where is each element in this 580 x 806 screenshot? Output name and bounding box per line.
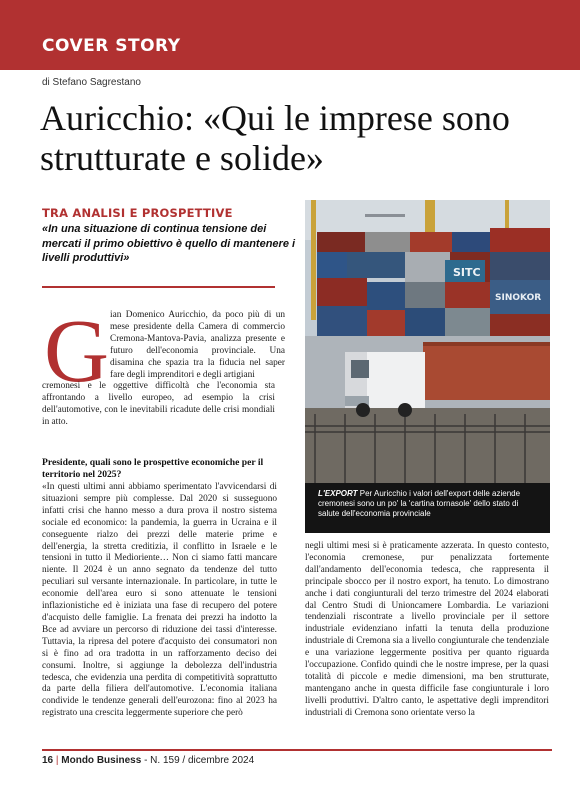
caption-lead: L'EXPORT <box>318 489 358 498</box>
answer-text-right: negli ultimi mesi si è praticamente azzerata. In questo contesto, l'economia cremonese, pur penalizzata fortemente dall'andamento dell'economia tedesca, che rappresenta il principale sbocco per il nostro export, ha tenuto. Lo dimostrano anche i dati congiunturali del terzo trimestre del 2024 elaborati dal Centro Studi di Unioncamere Lombardia. Le variazioni tendenziali riscontrate a livello provinciale per il settore industriale evidenziano infatti la tenuta della produzione industriale di Cremona sia a livello congiunturale che tendenziale e una variazione leggermente positiva per quanto riguarda l'occupazione. Confido quindi che le nostre imprese, per la quasi totalità di piccole e medie dimensioni, ma ben strutturate, mantengano anche in questa difficile fase congiunturale i loro livelli produttivi. D'altro canto, le aspettative degli imprenditori industriali di Cremona sono orientate verso la <box>305 541 549 718</box>
issue-info: - N. 159 / dicembre 2024 <box>141 755 255 766</box>
container-port-illustration <box>305 200 550 483</box>
header-bar <box>0 0 580 70</box>
page-number: 16 <box>42 755 54 766</box>
container-label-sinokor: SINOKOR <box>495 293 542 303</box>
caption-text: Per Auricchio i valori dell'export delle aziende cremonesi sono un po' la 'cartina tornasole' dello stato di salute dell'economia provinciale <box>318 489 521 518</box>
interview-question: Presidente, quali sono le prospettive economiche per il territorio nel 2025? <box>42 457 264 480</box>
divider <box>42 286 275 288</box>
article-title: Auricchio: «Qui le imprese sono strutturate e solide» <box>40 98 510 178</box>
footer-rule <box>42 749 552 751</box>
lead-paragraph <box>110 310 285 381</box>
answer-column-left <box>42 482 277 720</box>
section-label: COVER STORY <box>42 36 181 56</box>
answer-text-left: «In questi ultimi anni abbiamo sperimentato l'avvicendarsi di situazioni sempre più complesse. Dal 2020 si susseguono infatti crisi che hanno messo a dura prova il nostro sistema sociale ed economico: la pandemia, la guerra in Ucraina e il conseguente rialzo dei prezzi delle materie prime e dell'energia, la stretta creditizia, il conflitto in Israele e le tensioni in tutto il Medioriente… Non ci siamo fatti mancare niente. Il 2024 è un anno segnato da tendenze del tutto peculiari sul versante internazionale. In particolare, in tutte le economie dell'area euro si sono attenuate le tensioni inflazionistiche ed è iniziata una fase di recupero del potere d'acquisto delle famiglie. La frenata dei prezzi ha indotto la Bce ad avviare un percorso di riduzione dei tassi d'interesse. Tuttavia, la ripresa del potere d'acquisto dei consumatori non si è fino ad ora tradotta in un rafforzamento deciso dei consumi. Inoltre, si aggiunge la debolezza dell'industria tedesca, che evidenzia una perdita di competitività soprattutto da parte della filiera dell'automotive. L'economia italiana condivide le tendenze generali dell'eurozona: fino al 2023 ha registrato una crescita leggermente superiore che però <box>42 482 277 719</box>
photo-caption <box>318 489 540 519</box>
magazine-name: Mondo Business <box>61 755 142 766</box>
drop-cap: G <box>44 302 109 401</box>
folio <box>42 755 254 766</box>
folio-separator: | <box>53 755 62 766</box>
kicker: TRA ANALISI E PROSPETTIVE <box>42 206 233 220</box>
photo-container-port <box>305 200 550 483</box>
standfirst: «In una situazione di continua tensione dei mercati il primo obiettivo è quello di mantenere i livelli produttivi» <box>42 223 296 264</box>
byline: di Stefano Sagrestano <box>42 77 141 88</box>
lead-text-part2: cremonesi e le oggettive difficoltà che l'economia sta affrontando a livello europeo, ad esempio la crisi dell'automotive, con le inevitabili ricadute delle crisi mondiali in atto. <box>42 381 275 427</box>
container-label-sitc: SITC <box>453 266 481 279</box>
answer-column-right <box>305 541 549 720</box>
lead-paragraph-continued <box>42 381 275 429</box>
lead-text-part1: ian Domenico Auricchio, da poco più di un mese presidente della Camera di commercio Cremona-Mantova-Pavia, analizza presente e futuro dell'economia provinciale. Una disamina che spazia tra la fiducia nel saper fare degli imprenditori e degli artigiani <box>110 310 285 380</box>
